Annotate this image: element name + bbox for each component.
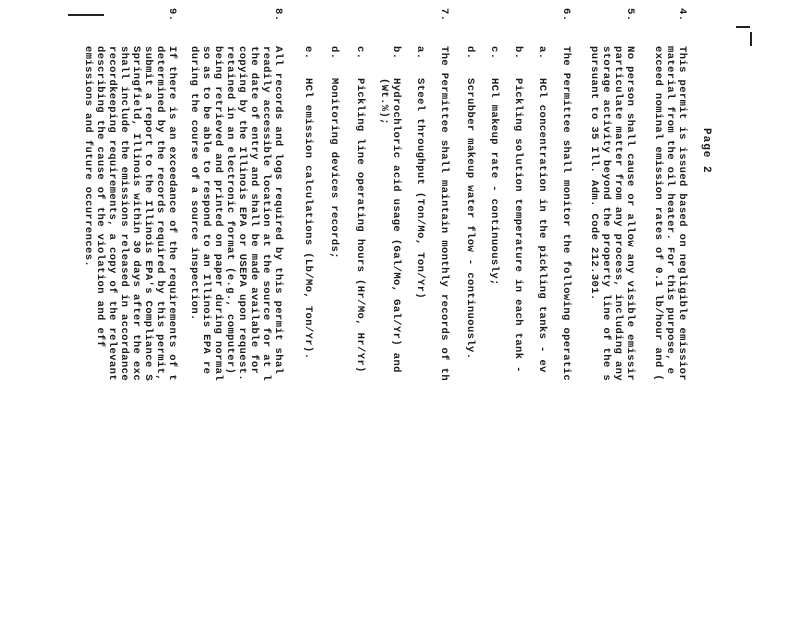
subitem-letter: d. xyxy=(464,46,476,60)
page-number: Page 2 xyxy=(700,128,712,174)
subitem-letter: b. xyxy=(390,46,402,60)
item-line: being retrieved and printed on paper during normal xyxy=(212,46,224,382)
subitem-line: (Wt.%); xyxy=(378,78,390,125)
item-line: so as to be able to respond to an Illinois EPA re xyxy=(200,46,212,375)
item-number: 8. xyxy=(272,8,284,22)
item-line: emissions and future occurrences. xyxy=(82,46,94,268)
item-line: This permit is issued based on negligible emissior xyxy=(676,46,688,382)
subitem-line: HCl emission calculations (Lb/Mo, Ton/Yr). xyxy=(302,78,314,360)
item-line: material from the oil heater. For this purpose, e xyxy=(664,46,676,375)
item-number: 5. xyxy=(624,8,636,22)
subitem-line: Steel throughput (Ton/Mo, Ton/Yr) xyxy=(414,78,426,300)
item-line: exceed nominal emission rates of 0.1 lb/hour and ( xyxy=(652,46,664,382)
scan-speck xyxy=(750,32,752,46)
subitem-letter: e. xyxy=(302,46,314,60)
subitem-letter: a. xyxy=(414,46,426,60)
subitem-line: Hydrochloric acid usage (Gal/Mo, Gal/Yr) and xyxy=(390,78,402,373)
item-line: copying by the Illinois EPA or USEPA upon request. xyxy=(236,46,248,382)
subitem-line: Scrubber makeup water flow - continuously. xyxy=(464,78,476,360)
subitem-line: Pickling solution temperature in each tank - xyxy=(512,78,524,373)
item-line: during the course of a source inspection. xyxy=(188,46,200,321)
item-line: pursuant to 35 Ill. Adm. Code 212.301. xyxy=(588,46,600,301)
item-line: storage activity beyond the property line of the s xyxy=(600,46,612,382)
subitem-line: HCl makeup rate - continuously; xyxy=(488,78,500,286)
item-line: recordkeeping requirements, a copy of the relevant xyxy=(106,46,118,382)
item-number: 4. xyxy=(676,8,688,22)
subitem-line: HCl concentration in the pickling tanks - ev xyxy=(536,78,548,373)
subitem-letter: d. xyxy=(328,46,340,60)
item-line: readily accessible location at the source for at l xyxy=(260,46,272,382)
item-line: No person shall cause or allow any visible emissir xyxy=(624,46,636,382)
item-line: shall include the emissions released in accordance xyxy=(118,46,130,382)
item-number: 9. xyxy=(166,8,178,22)
subitem-line: Monitoring devices records; xyxy=(328,78,340,259)
subitem-letter: c. xyxy=(488,46,500,60)
item-line: submit a report to the Illinois EPA's Compliance S xyxy=(142,46,154,382)
item-line: the date of entry and shall be made available for xyxy=(248,46,260,375)
item-number: 7. xyxy=(438,8,450,22)
subitem-letter: c. xyxy=(354,46,366,60)
subitem-letter: b. xyxy=(512,46,524,60)
item-line: The Permittee shall monitor the following operatic xyxy=(560,46,572,382)
subitem-letter: a. xyxy=(536,46,548,60)
item-line: particulate matter from any process, including any xyxy=(612,46,624,382)
subitem-line: Pickling line operating hours (Hr/Mo, Hr/Yr) xyxy=(354,78,366,373)
item-line: retained in an electronic format (e.g., computer) xyxy=(224,46,236,375)
rotated-document-body xyxy=(0,8,712,618)
item-line: determined by the records required by this permit, xyxy=(154,46,166,382)
item-number: 6. xyxy=(560,8,572,22)
item-line: If there is an exceedance of the requirements of t xyxy=(166,46,178,382)
item-line: describing the cause of the violation and eff xyxy=(94,46,106,348)
item-line: All records and logs required by this permit shal xyxy=(272,46,284,375)
item-line: Springfield, Illinois within 30 days after the exc xyxy=(130,46,142,382)
scan-speck xyxy=(736,26,750,28)
item-line: The Permittee shall maintain monthly records of th xyxy=(438,46,450,382)
